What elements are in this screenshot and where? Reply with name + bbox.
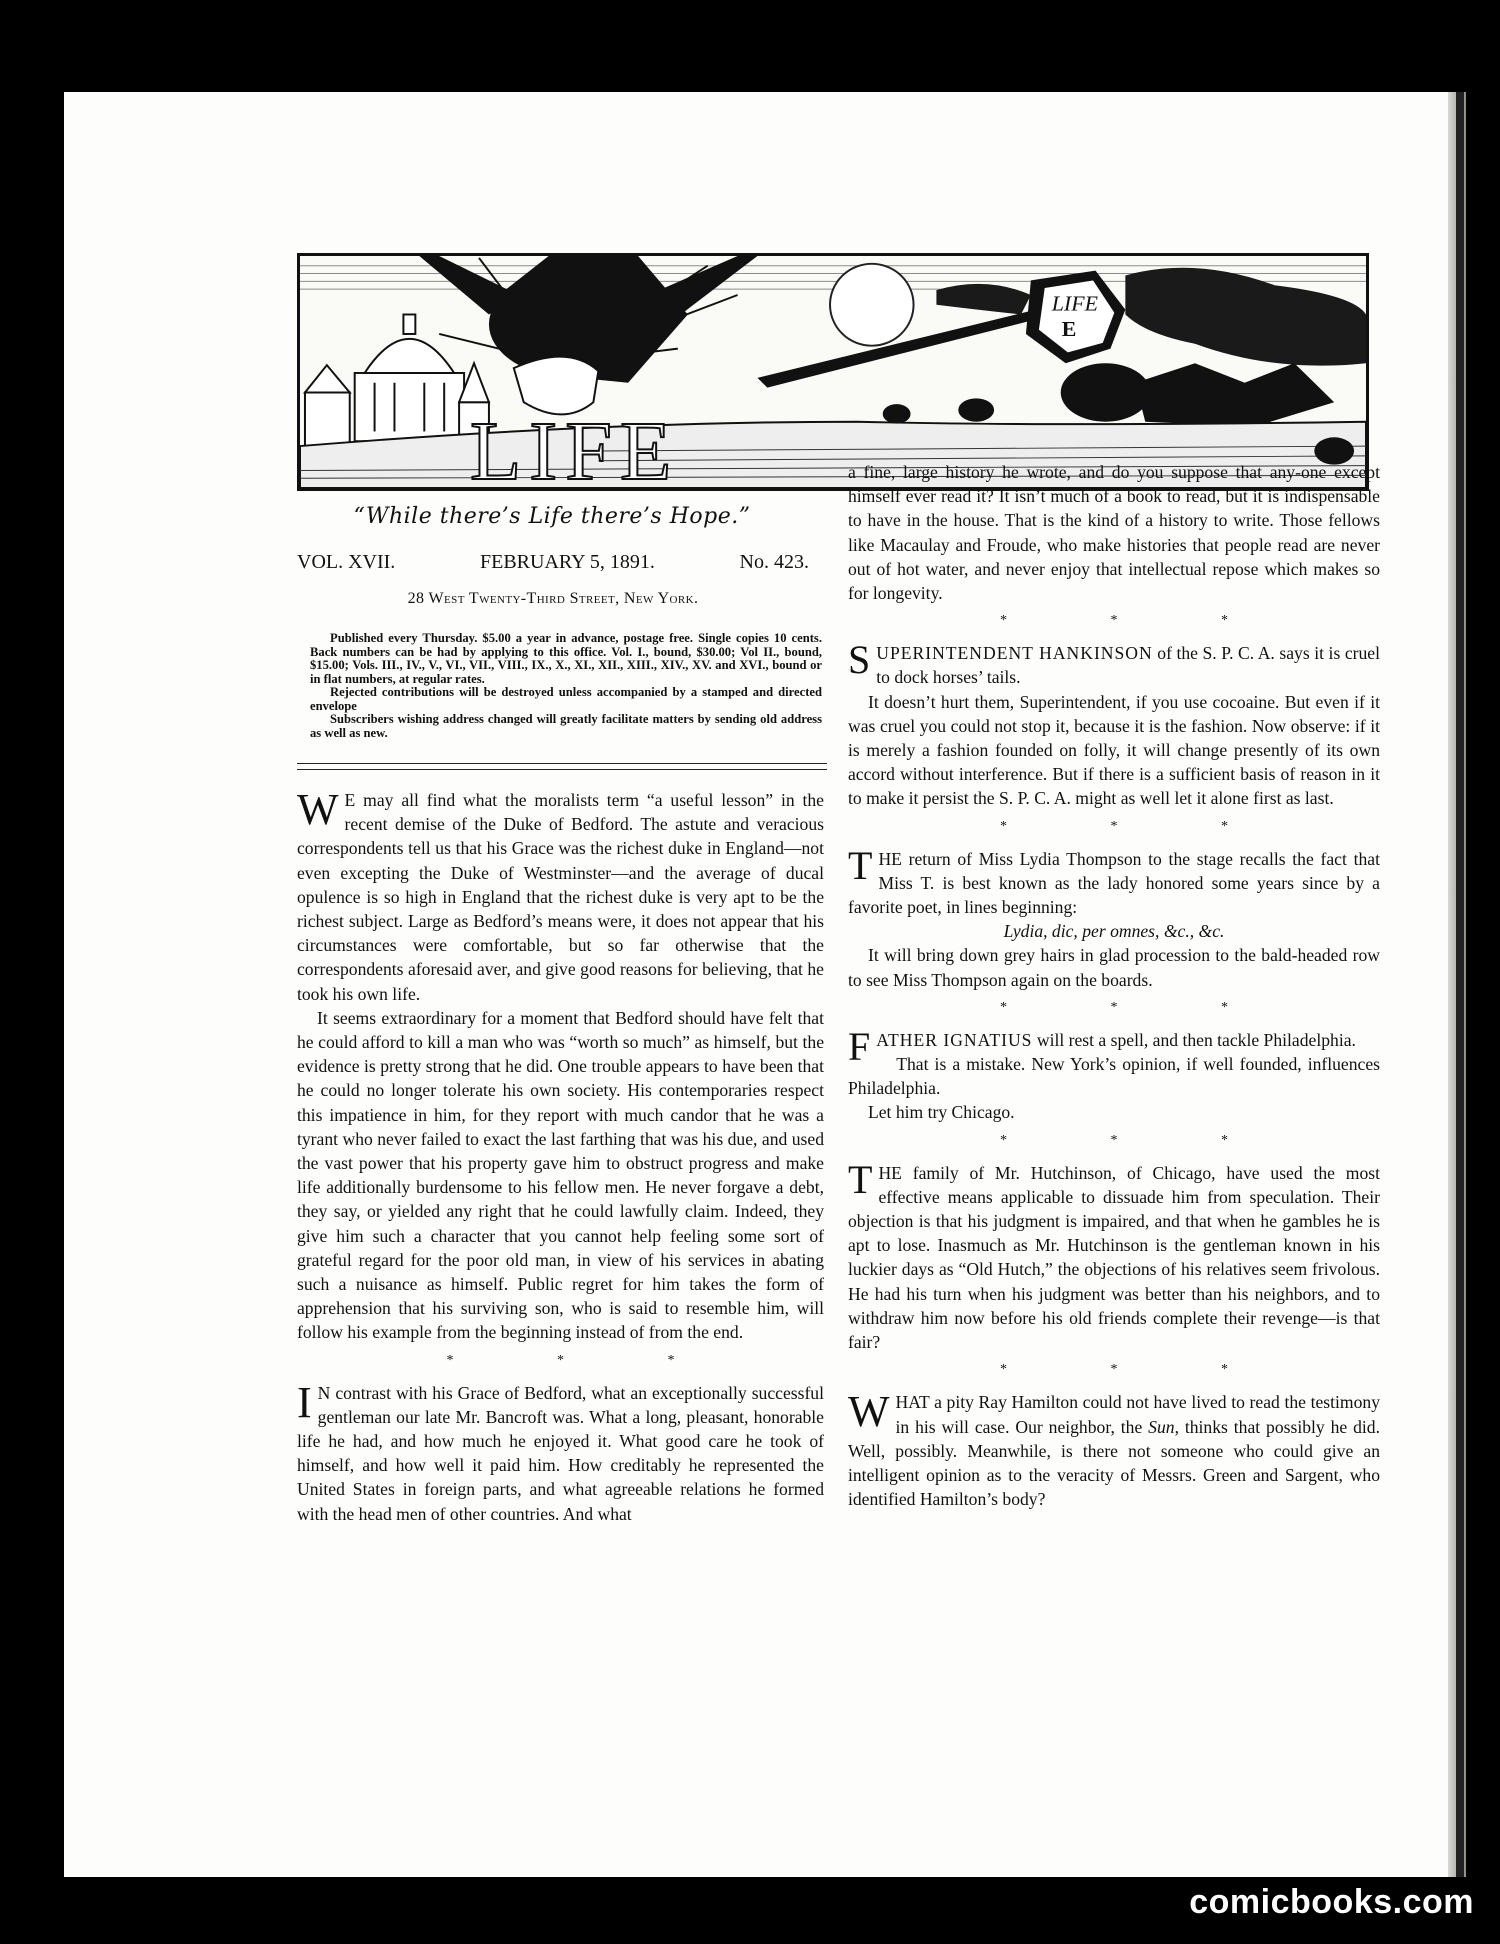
article-ignatius	[848, 1023, 1380, 1069]
article-hankinson	[848, 637, 1380, 689]
sun-disc	[830, 264, 914, 346]
address-change-notice: Subscribers wishing address changed will greatly facilitate matters by sending old address as well as new.	[310, 712, 822, 740]
drop-cap: W	[297, 785, 339, 834]
section-separator: * * *	[1000, 1132, 1278, 1148]
latin-quote: Lydia, dic, per omnes, &c., &c.	[1003, 921, 1225, 942]
issue-line	[297, 551, 809, 574]
capitol-dome	[355, 314, 464, 441]
life-shield	[1026, 271, 1125, 364]
drop-cap: F	[848, 1023, 871, 1069]
section-separator: * * *	[1000, 999, 1278, 1015]
page-edge	[1456, 92, 1464, 1877]
subscription-terms: Published every Thursday. $5.00 a year in advance, postage free. Single copies 10 cents. Back numbers can be had by applying to this office. Vol. I., bound, $30.00; Vol II., bound, $15.00; Vols. III., IV., V., VI., VII., VIII., IX., X., XI., XII., XIII., XIV., XV. and XVI., bound or in flat numbers, at regular rates.	[310, 631, 822, 686]
newspaper-name: Sun	[1148, 1416, 1175, 1437]
article-bancroft	[297, 1377, 824, 1526]
issue-number: No. 423.	[739, 551, 809, 573]
issue-date: FEBRUARY 5, 1891.	[480, 551, 655, 573]
double-rule	[297, 763, 827, 770]
masthead-illustration	[297, 253, 1369, 491]
section-separator: * * *	[446, 1352, 725, 1368]
article-text: , thinks that possibly he did. Well, possibly. Meanwhile, is there not someone who could give an intelligent opinion as to the veracity of Messrs. Green and Sargent, who identified Hamilton’s body?	[848, 1416, 1380, 1510]
article-hamilton	[848, 1387, 1380, 1511]
article-text: of the S. P. C. A. says it is cruel to dock horses’ tails.	[876, 643, 1380, 688]
magazine-motto: “While there’s Life there’s Hope.”	[353, 504, 751, 529]
lead-name: UPERINTENDENT HANKINSON	[876, 643, 1153, 664]
svg-text:E: E	[1061, 317, 1077, 341]
svg-text:LIFE: LIFE	[1051, 291, 1098, 316]
drop-cap: S	[848, 637, 871, 683]
section-separator: * * *	[1000, 818, 1278, 834]
article-paragraph: That is a mistake. New York’s opinion, if well founded, influences Philadelphia.	[848, 1054, 1380, 1099]
section-separator: * * *	[1000, 1362, 1278, 1378]
drop-cap: W	[848, 1387, 890, 1437]
article-text: HAT a pity Ray Hamilton could not have lived to read the testimony in his will case. Our neighbor, the	[895, 1392, 1380, 1437]
article-paragraph: It will bring down grey hairs in glad procession to the bald-headed row to see Miss Thompson again on the boards.	[848, 945, 1380, 990]
article-text: E may all find what the moralists term “a useful lesson” in the recent demise of the Duke of Bedford. The astute and veracious correspondents tell us that his Grace was the richest duke in England—not even excepting the Duke of Westminster—and the average of ducal opulence is so high in England that the richest duke is very apt to be the richest subject. Large as Bedford’s means were, it does not appear that his circumstances were comfortable, but so far otherwise that the correspondents aforesaid aver, and give good reasons for believing, that he took his own life.	[297, 790, 824, 1004]
article-bedford	[297, 785, 824, 1006]
right-column	[848, 460, 1380, 1511]
drop-cap: T	[848, 1156, 873, 1202]
article-paragraph: Let him try Chicago.	[868, 1102, 1015, 1123]
volume-number: VOL. XVII.	[297, 551, 396, 573]
article-text: will rest a spell, and then tackle Philadelphia.	[1032, 1029, 1356, 1050]
scan-border-left	[0, 0, 64, 1944]
article-text: N contrast with his Grace of Bedford, what an exceptionally successful gentleman our late Mr. Bancroft was. What a long, pleasant, honorable life he had, and how much he enjoyed it. What good care he took of himself, and how well it paid him. How creditably he represented the United States in foreign parts, and what agreeable relations he formed with the head men of other countries. And what	[297, 1382, 824, 1524]
drop-cap: I	[297, 1377, 312, 1427]
left-column	[297, 785, 824, 1526]
article-text: HE family of Mr. Hutchinson, of Chicago, have used the most effective means applicable to dissuade him from speculation. Their objection is that his judgment is impaired, and that when he gambles he is apt to lose. Inasmuch as Mr. Hutchinson is the gentleman known in his luckier days as “Old Hutch,” the objections of his relatives seem frivolous. He had his turn when his judgment was better than his neighbors, and to withdraw him now before his old friends complete their revenge—is that fair?	[848, 1162, 1380, 1353]
publisher-address: 28 West Twenty-Third Street, New York.	[407, 590, 699, 607]
drop-cap: T	[848, 842, 873, 888]
article-continuation: a fine, large history he wrote, and do you suppose that any-one except himself ever read it? It isn’t much of a book to read, but it is indispensable to have in the house. That is the kind of a history to write. Those fellows like Macaulay and Froude, who make histories that people read are never out of hot water, and never enjoy that intellectual repose which makes so for longevity.	[848, 462, 1380, 604]
section-separator: * * *	[1000, 613, 1278, 629]
life-logo: LIFE	[470, 405, 680, 498]
article-thompson	[848, 842, 1380, 920]
masthead-engraving	[300, 256, 1366, 488]
article-text: HE return of Miss Lydia Thompson to the stage recalls the fact that Miss T. is best known as the lady honored some years since by a favorite poet, in lines beginning:	[848, 848, 1380, 918]
article-hutchinson	[848, 1156, 1380, 1355]
article-paragraph: It seems extraordinary for a moment that Bedford should have felt that he could afford to kill a man who was “worth so much” as himself, but the evidence is pretty strong that he did. One trouble appears to have been that he could no longer tolerate his own society. His contemporaries respect this impatience in him, for they report with much candor that he was a tyrant who never failed to exact the last farthing that was his due, and used the vast power that his property gave him to obstruct progress and make life additionally burdensome to his fellow men. He never forgave a debt, they say, or yielded any right that he could lawfully claim. Indeed, they give him such a character that you cannot help feeling some sort of grateful regard for the poor old man, in view of his services in abating such a nuisance as himself. Public regret for him takes the form of apprehension that his surviving son, who is said to resemble him, will follow his example from the beginning instead of from the end.	[297, 1007, 824, 1343]
contributions-notice: Rejected contributions will be destroyed unless accompanied by a stamped and directed envelope	[310, 685, 822, 713]
publication-info	[310, 632, 822, 740]
site-watermark: comicbooks.com	[1189, 1883, 1474, 1921]
article-paragraph: It doesn’t hurt them, Superintendent, if you use cocoaine. But even if it was cruel you could not stop it, because it is the fashion. Now observe: if it is merely a fashion founded on folly, it will change presently of its own accord without interference. But if there is a sufficient basis of reason in it to make it persist the S. P. C. A. might as well let it alone first as last.	[848, 691, 1380, 809]
lead-name: ATHER IGNATIUS	[876, 1029, 1033, 1050]
